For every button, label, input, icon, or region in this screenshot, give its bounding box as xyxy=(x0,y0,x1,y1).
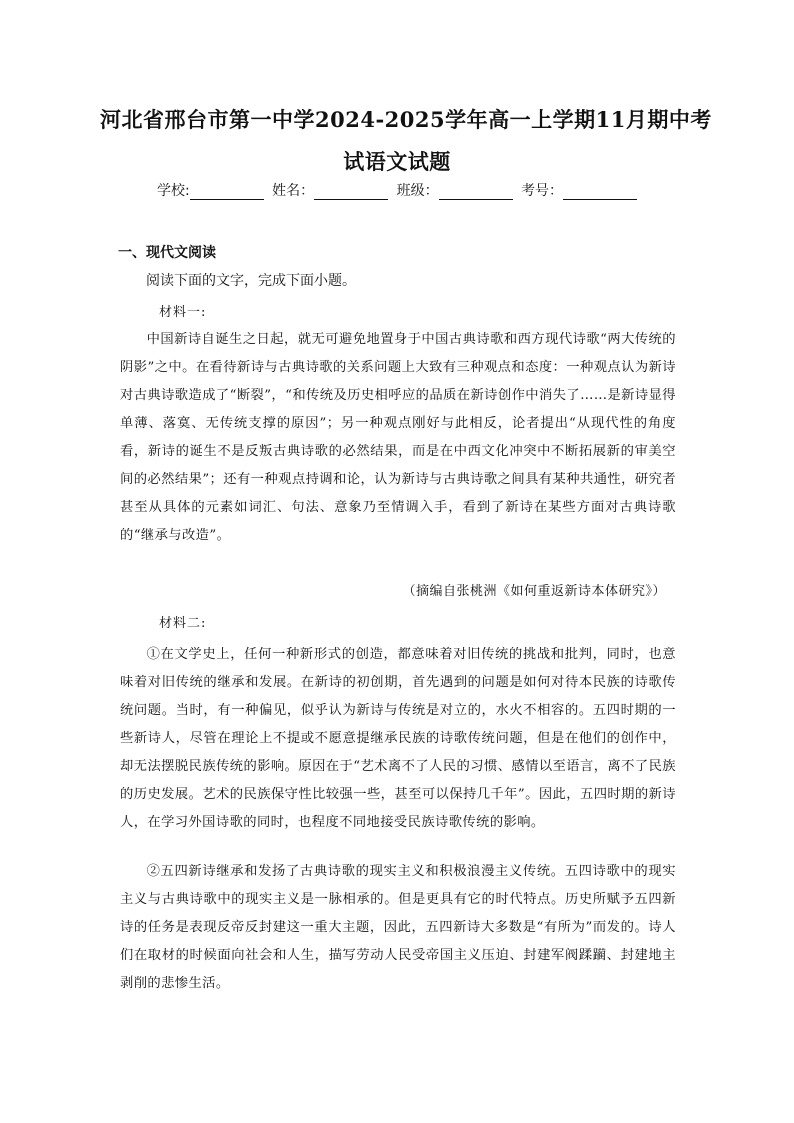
material-2-label: 材料二: xyxy=(159,616,207,631)
school-blank[interactable] xyxy=(190,185,264,200)
student-info-fields xyxy=(100,180,694,200)
exam-title-line-1: 河北省邢台市第一中学2024-2025学年高一上学期11月期中考 xyxy=(100,107,712,132)
material-1-source: （摘编自张桃洲《如何重返新诗本体研究》） xyxy=(402,584,666,599)
name-blank[interactable] xyxy=(314,185,388,200)
section-heading: 一、现代文阅读 xyxy=(118,245,216,261)
exam-title-line-2: 试语文试题 xyxy=(343,149,451,174)
material-2-paragraph-2: ②五四新诗继承和发扬了古典诗歌的现实主义和积极浪漫主义传统。五四诗歌中的现实主义与古典诗歌中的现实主义是一脉相承的。但是更具有它的时代特点。历史所赋予五四新诗的任务是表现反帝反封建这一重大主题，因此，五四新诗大多数是“有所为”而发的。诗人们在取材的时候面向社会和人生，描写劳动人民受帝国主义压迫、封建军阀蹂躏、封建地主剥削的悲惨生活。 xyxy=(120,864,676,991)
exam-number-label: 考号： xyxy=(521,183,564,199)
school-field xyxy=(157,180,264,200)
name-field xyxy=(272,180,388,200)
material-2-paragraph-1: ①在文学史上，任何一种新形式的创造，都意味着对旧传统的挑战和批判，同时，也意味着对旧传统的继承和发展。在新诗的初创期，首先遇到的问题是如何对待本民族的诗歌传统问题。当时，有一种偏见，似乎认为新诗与传统是对立的，水火不相容的。五四时期的一些新诗人，尽管在理论上不提或不愿意提继承民族的诗歌传统问题，但是在他们的创作中，却无法摆脱民族传统的影响。原因在于“艺术离不了人民的习惯、感情以至语言，离不了民族的历史发展。艺术的民族保守性比较强一些，甚至可以保持几千年”。因此，五四时期的新诗人，在学习外国诗歌的同时，也程度不同地接受民族诗歌传统的影响。 xyxy=(120,647,676,830)
name-label: 姓名： xyxy=(272,183,315,199)
exam-number-field xyxy=(521,180,637,200)
class-field xyxy=(397,180,513,200)
school-label: 学校: xyxy=(156,183,190,199)
material-1-label: 材料一: xyxy=(159,305,207,320)
reading-instruction: 阅读下面的文字，完成下面小题。 xyxy=(146,273,356,289)
exam-number-blank[interactable] xyxy=(563,185,637,200)
class-label: 班级： xyxy=(396,183,439,199)
class-blank[interactable] xyxy=(439,185,513,200)
material-1-paragraph: 中国新诗自诞生之日起，就无可避免地置身于中国古典诗歌和西方现代诗歌“两大传统的阴影”之中。在看待新诗与古典诗歌的关系问题上大致有三种观点和态度：一种观点认为新诗对古典诗歌造成了“断裂”，“和传统及历史相呼应的品质在新诗创作中消失了……是新诗显得单薄、落寞、无传统支撑的原因”；另一种观点刚好与此相反，论者提出“从现代性的角度看，新诗的诞生不是反叛古典诗歌的必然结果，而是在中西文化冲突中不断拓展新的审美空间的必然结果”；还有一种观点持调和论，认为新诗与古典诗歌之间具有某种共通性，研究者甚至从具体的元素如词汇、句法、意象乃至情调入手，看到了新诗在某些方面对古典诗歌的“继承与改造”。 xyxy=(120,332,676,543)
